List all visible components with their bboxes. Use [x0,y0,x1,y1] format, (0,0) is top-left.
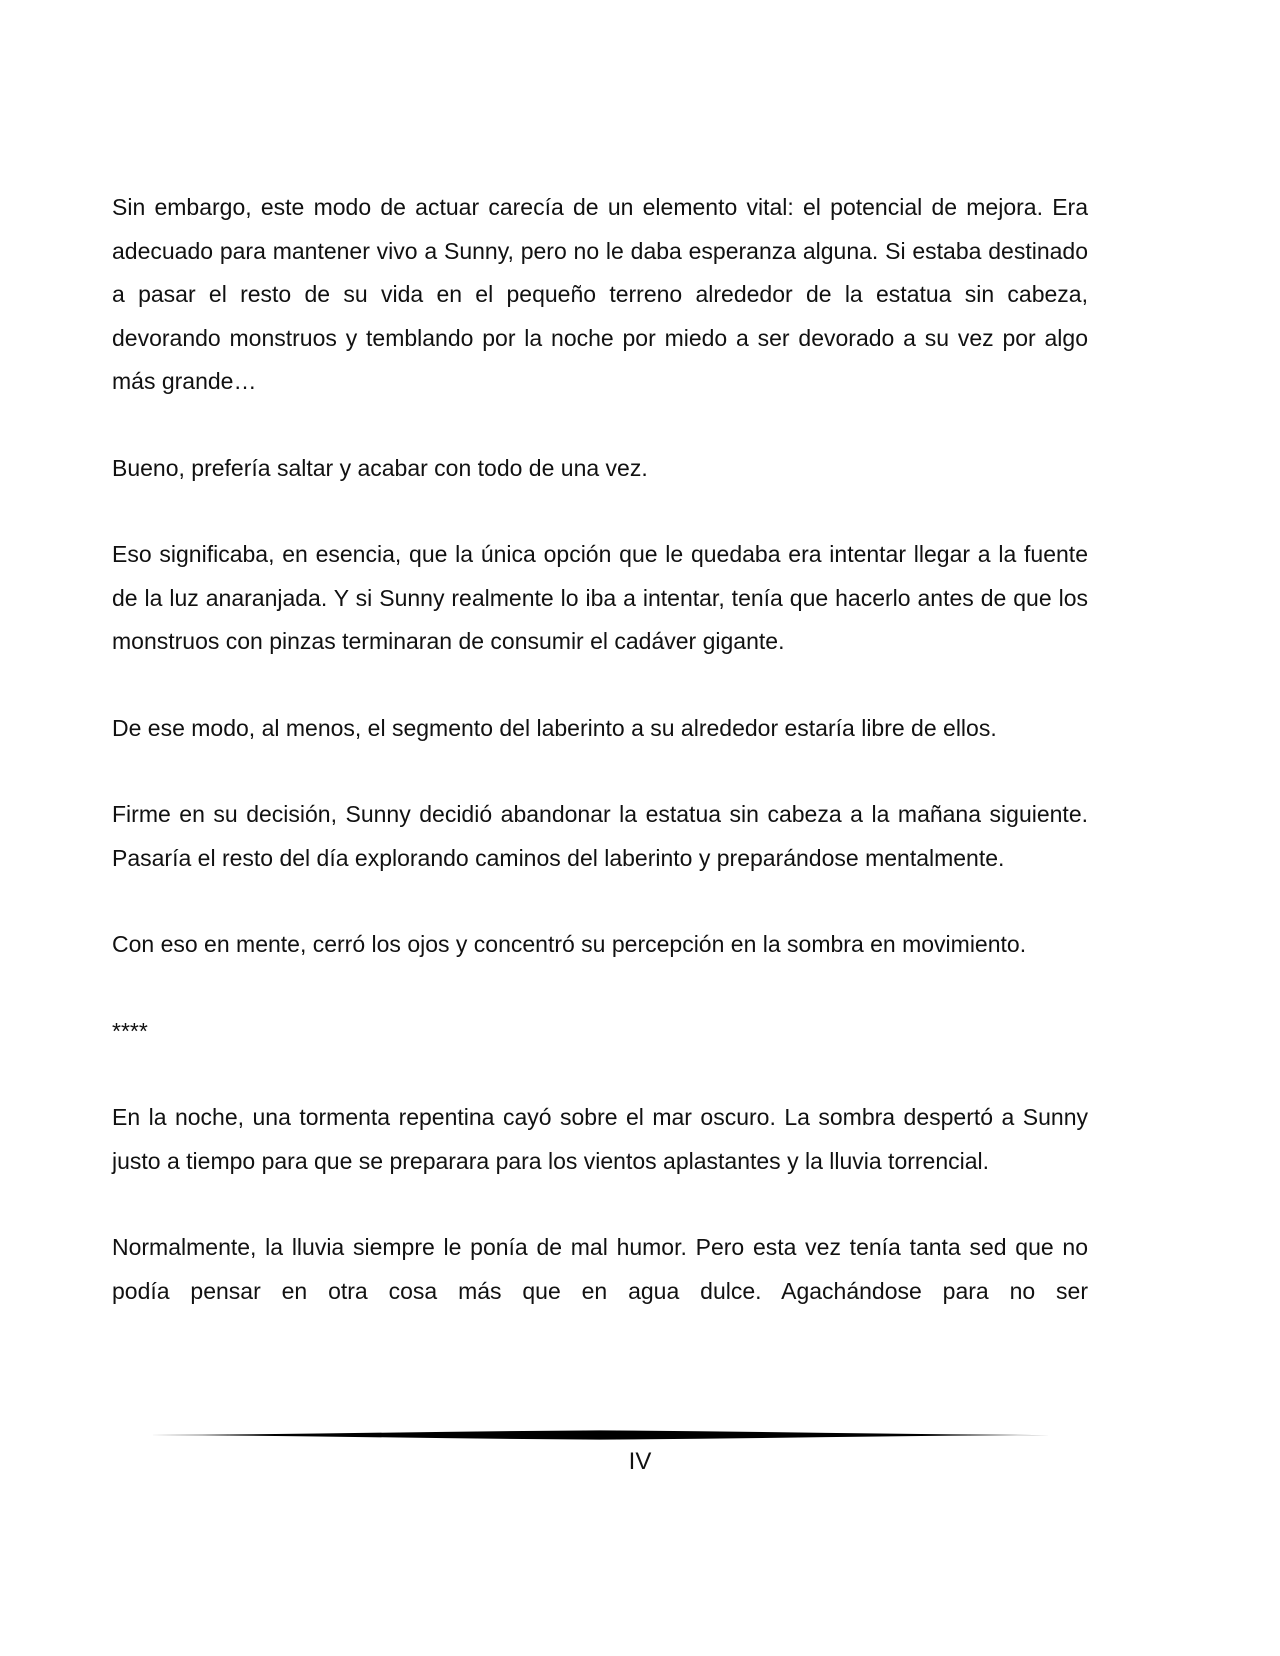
paragraph-1: Sin embargo, este modo de actuar carecía de un elemento vital: el potencial de mejora. Era adecuado para mantener vivo a Sunny, pero no le daba esperanza alguna. Si estaba destinado a pasar el resto de su vida en el pequeño terreno alrededor de la estatua sin cabeza, devorando monstruos y temblando por la noche por miedo a ser devorado a su vez por algo más grande… [112,194,1088,394]
page-body [112,186,1088,1313]
paragraph-3: Eso significaba, en esencia, que la única opción que le quedaba era intentar llegar a la fuente de la luz anaranjada. Y si Sunny realmente lo iba a intentar, tenía que hacerlo antes de que los monstruos con pinzas terminaran de consumir el cadáver gigante. [112,541,1088,654]
footer-divider [150,1428,1050,1442]
footer-divider-swell [150,1430,1050,1439]
paragraph-7: En la noche, una tormenta repentina cayó sobre el mar oscuro. La sombra despertó a Sunny justo a tiempo para que se preparara para los vientos aplastantes y la lluvia torrencial. [112,1104,1088,1174]
page-number: IV [628,1448,652,1475]
paragraph-5: Firme en su decisión, Sunny decidió abandonar la estatua sin cabeza a la mañana siguiente. Pasaría el resto del día explorando caminos del laberinto y preparándose mentalmente. [112,801,1088,871]
paragraph-6: Con eso en mente, cerró los ojos y concentró su percepción en la sombra en movimiento. [112,931,1027,957]
scene-separator: **** [112,1017,148,1044]
paragraph-2: Bueno, prefería saltar y acabar con todo de una vez. [112,454,648,481]
paragraph-4: De ese modo, al menos, el segmento del laberinto a su alrededor estaría libre de ellos. [112,714,997,741]
paragraph-8: Normalmente, la lluvia siempre le ponía de mal humor. Pero esta vez tenía tanta sed que no podía pensar en otra cosa más que en agua dulce. Agachándose para no ser [112,1234,1088,1304]
